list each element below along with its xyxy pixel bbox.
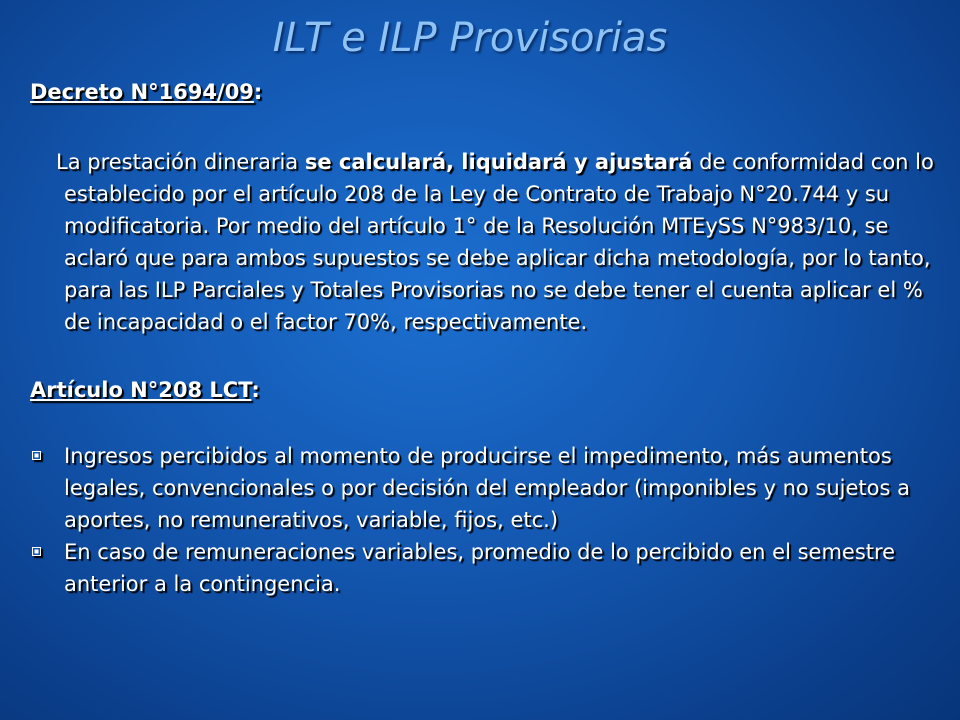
section-heading-articulo-colon: : xyxy=(251,378,260,402)
hollow-square-bullet-icon xyxy=(32,547,41,556)
bullet-text: En caso de remuneraciones variables, promedio de lo percibido en el semestre anterior a la contingencia. xyxy=(64,540,896,596)
hollow-square-bullet-icon xyxy=(32,451,41,460)
list-item xyxy=(30,536,955,600)
section-heading-articulo xyxy=(30,374,955,406)
bullet-text: Ingresos percibidos al momento de producirse el impedimento, más aumentos legales, convencionales o por decisión del empleador (imponibles y no sujetos a aportes, no remunerativos, variable, fijos, etc.) xyxy=(64,444,910,532)
slide-body xyxy=(30,76,955,600)
articulo-bullet-list xyxy=(30,440,955,600)
paragraph-start: La prestación dineraria xyxy=(56,150,305,174)
section-heading-articulo-text: Artículo N°208 LCT xyxy=(30,378,252,402)
list-item xyxy=(30,440,955,536)
section-heading-decreto-colon: : xyxy=(253,80,263,104)
paragraph-bold-phrase: se calculará, liquidará y ajustará xyxy=(304,150,693,174)
section-heading-decreto xyxy=(30,76,955,108)
section-heading-decreto-text: Decreto N°1694/09 xyxy=(30,80,254,104)
paragraph-end: de conformidad con lo establecido por el artículo 208 de la Ley de Contrato de Trabajo N°20.744 y su modificatoria. Por medio del artículo 1° de la Resolución MTEySS N°983/10, se aclaró que para ambos supuestos se debe aplicar dicha metodología, por lo tanto, para las ILP Parciales y Totales Provisorias no se debe tener el cuenta aplicar el % de incapacidad o el factor 70%, respectivamente. xyxy=(64,150,934,334)
decreto-paragraph xyxy=(30,146,955,338)
slide-title: ILT e ILP Provisorias xyxy=(272,15,668,61)
